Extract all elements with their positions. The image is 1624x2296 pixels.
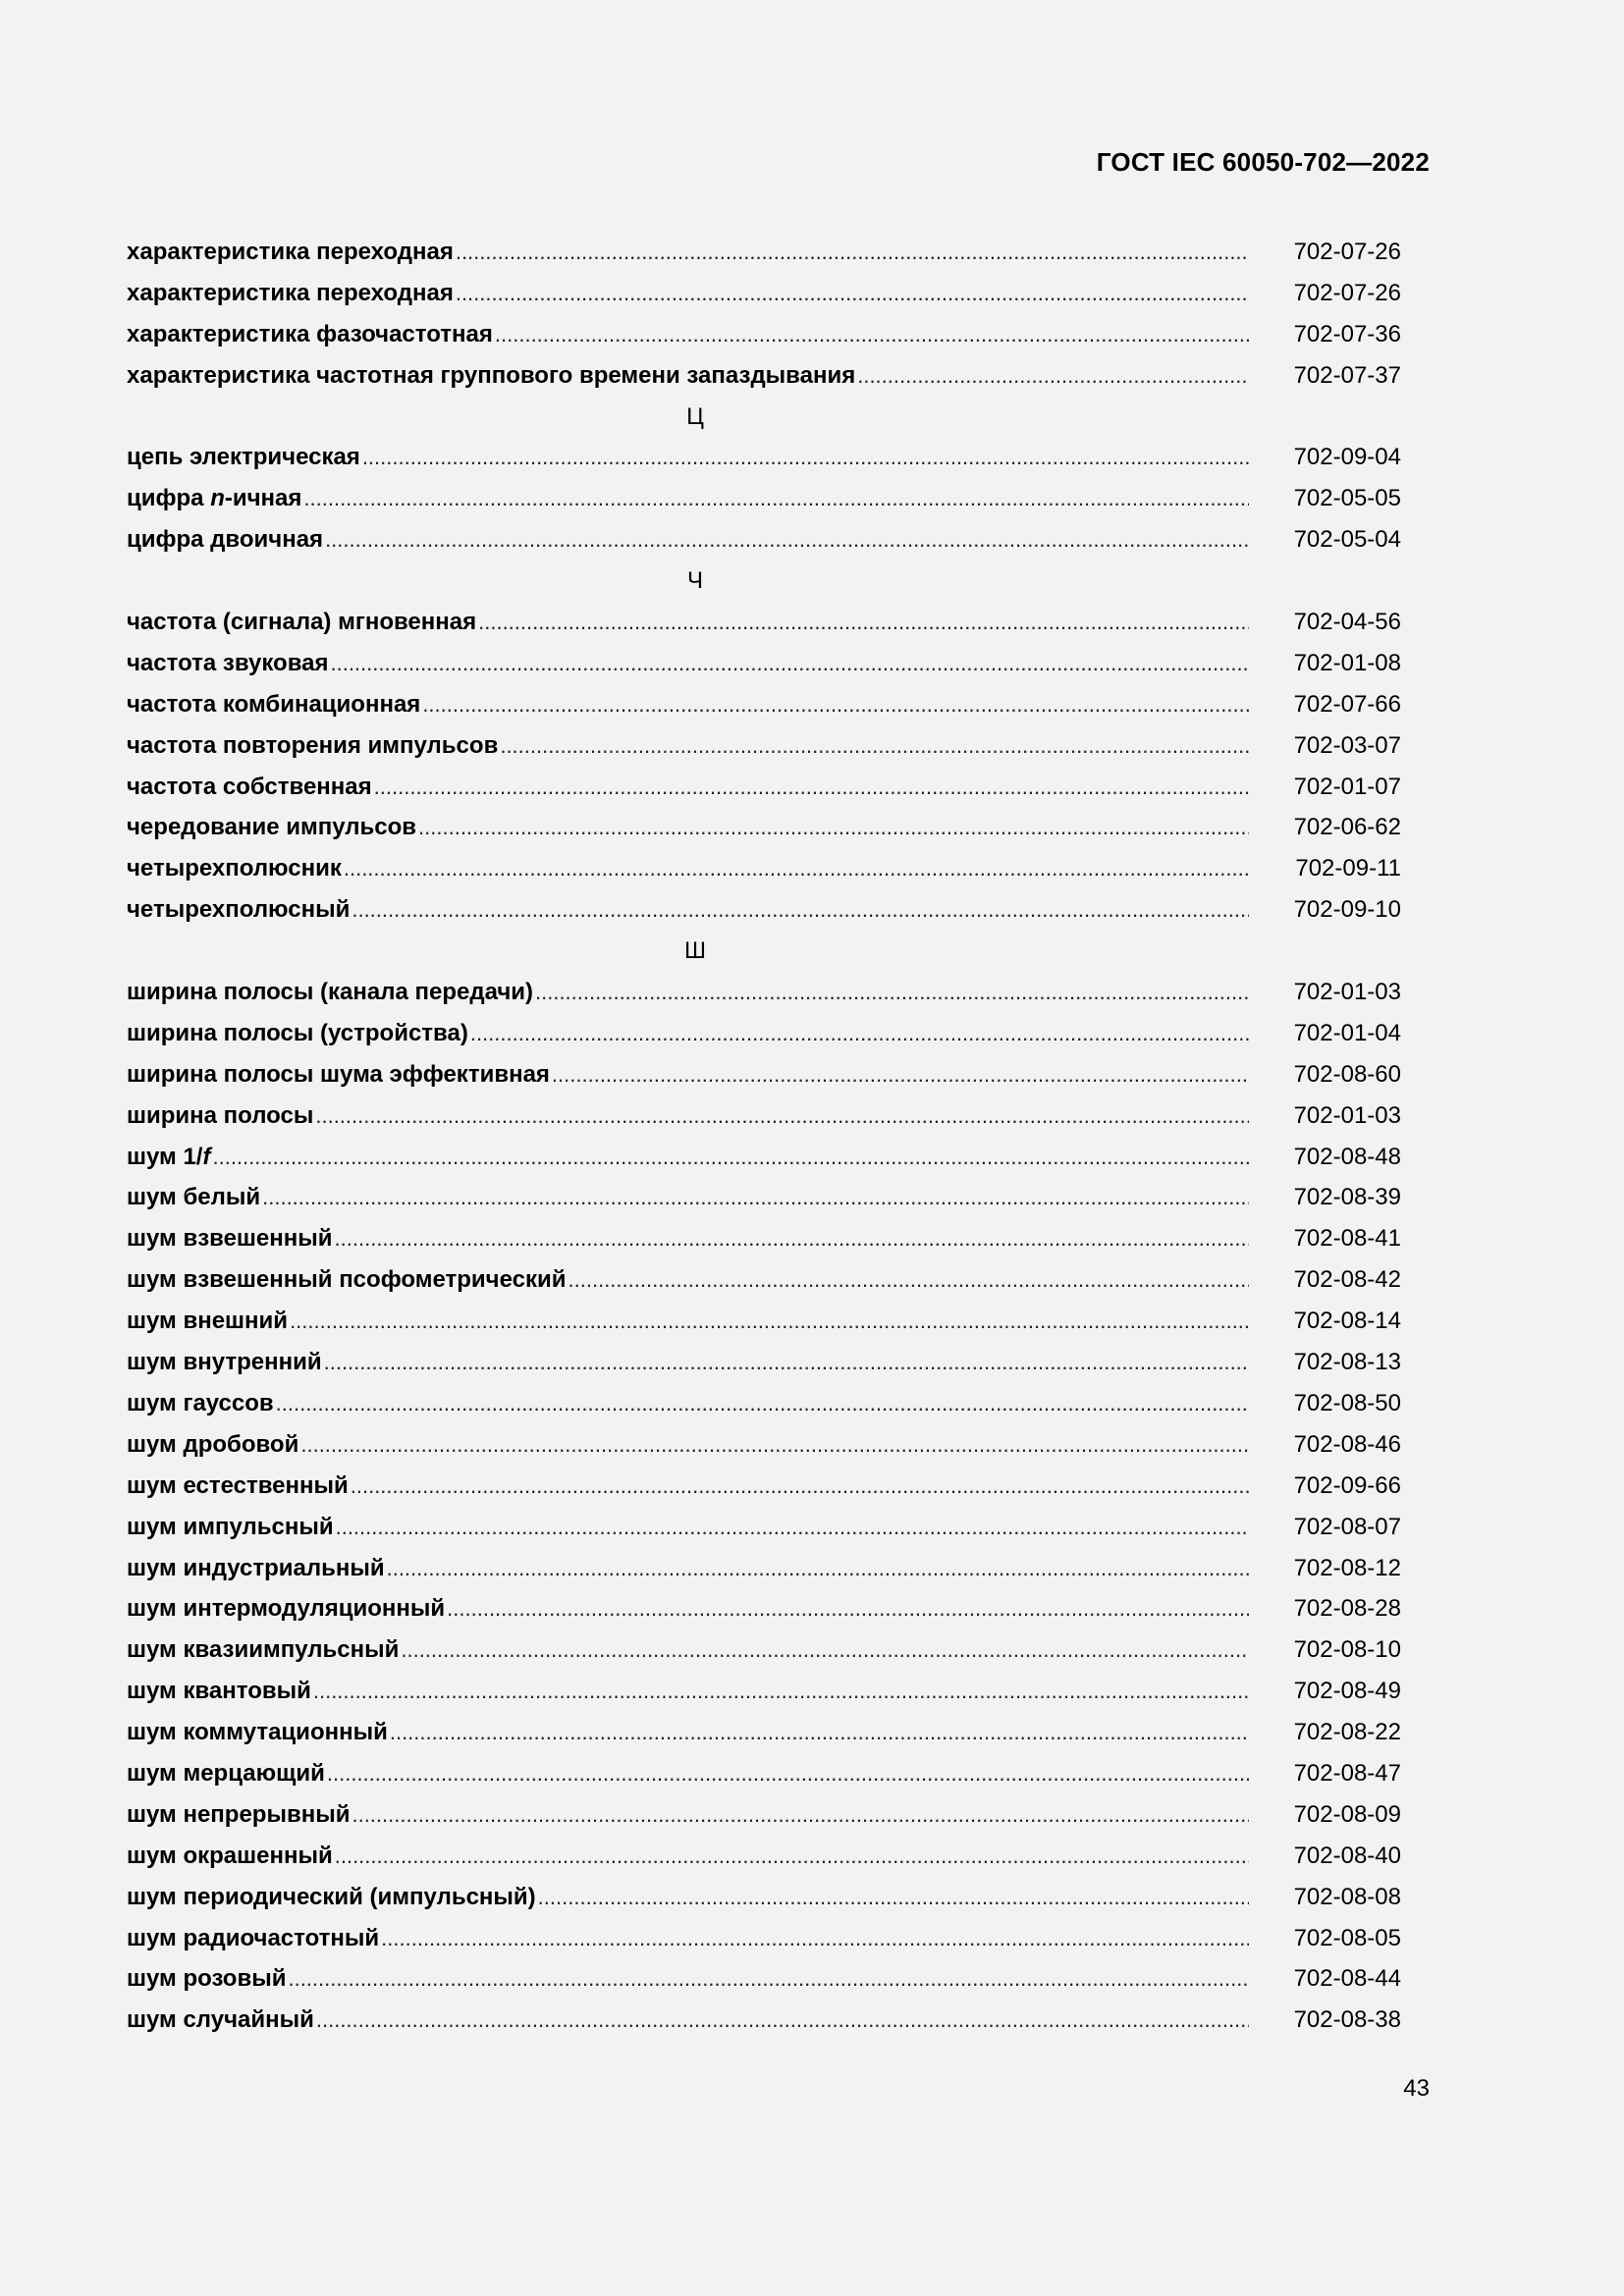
term-index [127,232,1401,2041]
dot-leader [351,1466,1249,1507]
dot-leader [303,478,1249,519]
dot-leader [300,1424,1249,1466]
entry-term: четырехполюсник [127,855,342,882]
entry-term: шум квазиимпульсный [127,1636,400,1664]
entry-code: 702-01-08 [1293,649,1401,676]
dot-leader [335,1836,1249,1877]
index-entry [127,1013,1401,1054]
entry-code: 702-07-26 [1293,239,1401,265]
dot-leader [335,1218,1249,1259]
dot-leader [418,807,1249,848]
entry-term: ширина полосы шума эффективная [127,1060,550,1088]
index-entry [127,1877,1401,1918]
index-entry [127,1054,1401,1095]
entry-code: 702-03-07 [1293,731,1401,759]
entry-term: цифра двоичная [127,526,324,554]
entry-term: чередование импульсов [127,814,417,841]
dot-leader [352,889,1249,931]
dot-leader [500,725,1249,767]
dot-leader [330,643,1249,684]
index-entry [127,2000,1401,2041]
entry-code: 702-08-08 [1293,1883,1401,1910]
index-entry [127,1753,1401,1794]
entry-term: частота повторения импульсов [127,731,499,759]
dot-leader [535,972,1249,1013]
entry-term [127,478,301,519]
dot-leader [374,767,1249,808]
entry-term: шум белый [127,1184,261,1211]
entry-term: характеристика переходная [127,239,454,265]
dot-leader [316,2000,1249,2041]
index-entry [127,1177,1401,1218]
entry-code: 702-09-11 [1295,855,1401,882]
entry-term: частота комбинационная [127,690,421,718]
section-letter: Ц [686,402,704,430]
entry-term: ширина полосы [127,1101,314,1129]
index-entry [127,684,1401,725]
entry-term: шум импульсный [127,1513,334,1540]
index-entry [127,1629,1401,1671]
entry-term: характеристика переходная [127,279,454,306]
index-entry [127,273,1401,314]
entry-code: 702-08-22 [1293,1719,1401,1746]
index-entry [127,602,1401,643]
entry-term-suffix: -ичная [224,485,302,512]
section-letter: Ш [684,937,706,965]
entry-term: ширина полосы (устройства) [127,1019,468,1046]
entry-term: шум радиочастотный [127,1924,380,1951]
dot-leader [336,1507,1249,1548]
section-letter: Ч [687,567,703,595]
entry-term-prefix: цифра [127,485,211,512]
entry-term: шум непрерывный [127,1800,351,1828]
dot-leader [387,1548,1249,1589]
index-entry [127,848,1401,889]
entry-term: шум взвешенный псофометрический [127,1266,567,1294]
dot-leader [538,1877,1249,1918]
entry-term: шум периодический (импульсный) [127,1883,536,1910]
index-entry [127,767,1401,808]
entry-code: 702-08-48 [1293,1143,1401,1170]
dot-leader [447,1588,1249,1629]
dot-leader [327,1753,1249,1794]
dot-leader [324,1342,1249,1383]
entry-code: 702-06-62 [1293,814,1401,841]
entry-code: 702-08-60 [1293,1060,1401,1088]
index-entry [127,437,1401,478]
index-entry [127,972,1401,1013]
entry-term: шум взвешенный [127,1225,333,1253]
entry-code: 702-04-56 [1293,609,1401,636]
entry-term: шум дробовой [127,1430,299,1458]
entry-code: 702-08-40 [1293,1842,1401,1869]
entry-term [127,1137,210,1178]
index-entry [127,1137,1401,1178]
entry-term-italic: n [210,485,225,512]
dot-leader [288,1958,1249,2000]
dot-leader [344,848,1249,889]
dot-leader [315,1095,1249,1137]
dot-leader [568,1259,1249,1301]
dot-leader [262,1177,1249,1218]
index-entry [127,1424,1401,1466]
entry-code: 702-01-07 [1293,773,1401,800]
entry-code: 702-08-28 [1293,1595,1401,1623]
entry-code: 702-09-10 [1293,896,1401,924]
entry-code: 702-01-03 [1293,1101,1401,1129]
dot-leader [401,1629,1249,1671]
dot-leader [212,1137,1249,1178]
index-entry [127,1342,1401,1383]
entry-term: частота (сигнала) мгновенная [127,609,477,636]
index-entry [127,807,1401,848]
entry-code: 702-08-10 [1293,1636,1401,1664]
entry-code: 702-08-13 [1293,1349,1401,1376]
index-entry [127,1712,1401,1753]
index-entry [127,889,1401,931]
entry-term-prefix: шум 1/ [127,1143,203,1170]
index-entry [127,1918,1401,1959]
dot-leader [390,1712,1249,1753]
entry-code: 702-08-12 [1293,1554,1401,1581]
entry-term: шум интермодуляционный [127,1595,446,1623]
entry-term: характеристика частотная группового времени запаздывания [127,361,856,389]
index-entry [127,1836,1401,1877]
entry-code: 702-07-26 [1293,279,1401,306]
dot-leader [352,1794,1249,1836]
entry-code: 702-08-42 [1293,1266,1401,1294]
document-header: ГОСТ IEC 60050-702—2022 [1096,147,1430,177]
index-entry [127,643,1401,684]
entry-code: 702-08-39 [1293,1184,1401,1211]
entry-code: 702-07-36 [1293,320,1401,347]
entry-code: 702-01-03 [1293,979,1401,1006]
entry-term: четырехполюсный [127,896,351,924]
dot-leader [456,273,1249,314]
index-entry [127,1218,1401,1259]
entry-code: 702-09-66 [1293,1471,1401,1499]
entry-code: 702-05-04 [1293,526,1401,554]
entry-term: шум естественный [127,1471,349,1499]
index-entry [127,232,1401,273]
entry-code: 702-08-07 [1293,1513,1401,1540]
entry-code: 702-08-46 [1293,1430,1401,1458]
index-entry [127,1095,1401,1137]
index-entry [127,1301,1401,1342]
entry-code: 702-08-50 [1293,1389,1401,1416]
index-entry [127,478,1401,519]
dot-leader [422,684,1249,725]
entry-term: шум окрашенный [127,1842,333,1869]
entry-code: 702-08-14 [1293,1308,1401,1335]
entry-term: ширина полосы (канала передачи) [127,979,533,1006]
entry-code: 702-05-05 [1293,485,1401,512]
dot-leader [456,232,1249,273]
entry-code: 702-07-37 [1293,361,1401,389]
entry-code: 702-08-49 [1293,1678,1401,1705]
page-number: 43 [1403,2075,1430,2102]
index-entry [127,1383,1401,1424]
dot-leader [276,1383,1249,1424]
entry-term: шум квантовый [127,1678,311,1705]
index-entry [127,1958,1401,2000]
entry-term: характеристика фазочастотная [127,320,493,347]
dot-leader [381,1918,1249,1959]
entry-code: 702-08-05 [1293,1924,1401,1951]
entry-term: шум внутренний [127,1349,322,1376]
dot-leader [857,355,1249,397]
entry-term: шум индустриальный [127,1554,385,1581]
entry-term: частота собственная [127,773,372,800]
entry-code: 702-09-04 [1293,444,1401,471]
index-entry [127,355,1401,397]
index-entry [127,1548,1401,1589]
index-entry [127,1588,1401,1629]
index-entry [127,1671,1401,1712]
entry-term: шум мерцающий [127,1759,325,1787]
dot-leader [290,1301,1249,1342]
index-entry [127,1507,1401,1548]
index-entry [127,725,1401,767]
entry-term: шум случайный [127,2006,314,2034]
entry-code: 702-08-41 [1293,1225,1401,1253]
entry-term: шум гауссов [127,1389,274,1416]
entry-term: цепь электрическая [127,444,360,471]
entry-term: шум коммутационный [127,1719,388,1746]
dot-leader [552,1054,1249,1095]
index-entry [127,1259,1401,1301]
dot-leader [478,602,1249,643]
entry-code: 702-07-66 [1293,690,1401,718]
entry-term: шум розовый [127,1965,287,1993]
entry-code: 702-08-44 [1293,1965,1401,1993]
index-entry [127,1466,1401,1507]
entry-code: 702-01-04 [1293,1019,1401,1046]
dot-leader [313,1671,1249,1712]
dot-leader [362,437,1249,478]
index-entry [127,519,1401,561]
dot-leader [325,519,1249,561]
entry-term-italic: f [202,1143,211,1170]
dot-leader [495,314,1249,355]
entry-code: 702-08-09 [1293,1800,1401,1828]
entry-term: частота звуковая [127,649,329,676]
entry-code: 702-08-38 [1293,2006,1401,2034]
entry-code: 702-08-47 [1293,1759,1401,1787]
index-entry [127,1794,1401,1836]
index-entry [127,314,1401,355]
entry-term: шум внешний [127,1308,289,1335]
dot-leader [470,1013,1249,1054]
